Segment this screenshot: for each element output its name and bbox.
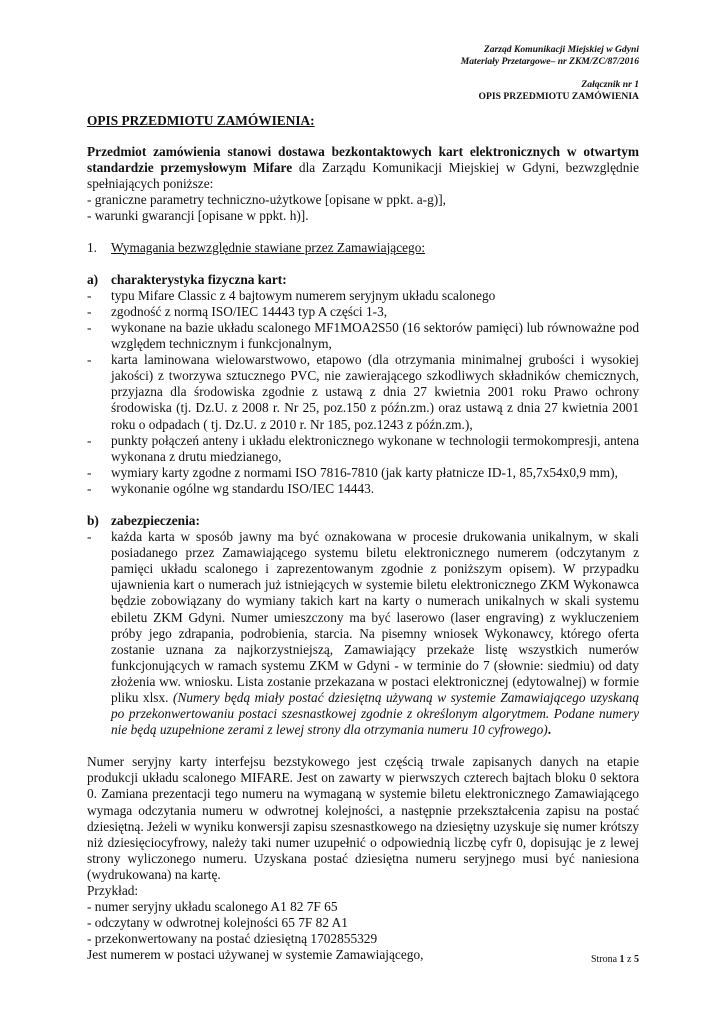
document-header: [461, 44, 639, 68]
section-1-number: 1.: [87, 239, 98, 255]
section-b-heading: [87, 513, 639, 529]
serial-number-paragraph: Numer seryjny karty interfejsu bezstykowego jest częścią trwale zapisanych danych na etapie produkcji układu scalonego MIFARE. Jest on zawarty w pierwszych czterech bajtach bloku 0 sektora 0. Zamiana prezentacji tego numeru na wymaganą w systemie biletu elektronicznego Zamawiającego wymaga odczytania numeru w odwrotnej kolejności, a następnie przekształcenia zapisu na postać dziesiętną. Jeżeli w wyniku konwersji zapisu szesnastkowego na dziesiętny uzyskuje się numer krótszy niż dziesięciocyfrowy, należy taki numer uzupełnić o odpowiednią liczbę cyfr 0, dopisując je z lewej strony wyliczonego numeru. Uzyskana postać dziesiętna numeru seryjnego musi być naniesiona (wydrukowana) na kartę.: [87, 754, 639, 882]
document-body: [87, 113, 639, 964]
intro-bold: Przedmiot zamówienia stanowi dostawa bezkontaktowych kart elektronicznych w otwartym standardzie przemysłowym Mifare: [87, 144, 639, 176]
section-b-note-text: (Numery będą miały postać dziesiętną używaną w systemie Zamawiającego uzyskaną po przekonwertowaniu postaci szesnastkowej zgodnie z określonym algorytmem. Podane numery nie będą uzupełnione zerami z lewej strony dla otrzymania numeru 10 cyfrowego): [111, 690, 639, 738]
section-a-marker: a): [87, 271, 99, 287]
section-b-text: każda karta w sposób jawny ma być oznakowana w procesie drukowania unikalnym, w skali posiadanego przez Zamawiającego systemu biletu elektronicznego numerem (odczytanym z pamięci układu scalonego i zaprezentowanym zgodnie z poniższym opisem). W przypadku ujawnienia kart o numerach już istniejących w systemie biletu elektronicznego ZKM Wykonawca będzie zobowiązany do wymiany takich kart na karty o numerach unikalnych w skali systemu ebiletu ZKM Gdyni. Numer umieszczony ma być laserowo (laser engraving) z wykluczeniem próby jego zdrapania, podrobienia, starcia. Na pisemny wniosek Wykonawcy, którego oferta zostanie uznana za najkorzystniejszą, Zamawiający przekaże listę wszystkich numerów funkcjonujących w ramach systemu ZKM w Gdyni - w terminie do 7 (słownie: siedmiu) od daty złożenia ww. wniosku. Lista zostanie przekazana w postaci elektronicznej (edytowalnej) w formie pliku xlsx.: [111, 529, 639, 705]
footer-page: 1: [619, 954, 625, 965]
intro-item-1: - graniczne parametry techniczno-użytkowe [opisane w ppkt. a-g)],: [87, 192, 447, 208]
section-b-note-end: .: [547, 722, 552, 738]
list-item: - punkty połączeń anteny i układu elektronicznego wykonane w technologii termokompresji, antena wykonana z drutu miedzianego,: [87, 433, 639, 465]
intro-item-2: - warunki gwarancji [opisane w ppkt. h)].: [87, 208, 309, 224]
page-footer: [591, 954, 639, 965]
attachment-number: Załącznik nr 1: [581, 79, 639, 90]
section-b-list: [87, 529, 639, 738]
intro-rest: dla Zarządu Komunikacji Miejskiej w Gdyni, bezwzględnie spełniających poniższe:: [87, 160, 639, 192]
list-item: - wykonane na bazie układu scalonego MF1MOA2S50 (16 sektorów pamięci) lub równoważne pod względem technicznym i funkcjonalnym,: [87, 320, 639, 352]
example-line-3: - przekonwertowany na postać dziesiętną 1702855329: [87, 931, 378, 947]
page-title: OPIS PRZEDMIOTU ZAMÓWIENIA:: [87, 113, 315, 128]
attachment-header: [479, 79, 639, 103]
section-a-heading: [87, 272, 639, 288]
footer-label: Strona: [590, 954, 620, 965]
section-a-title: charakterystyka fizyczna kart:: [111, 271, 287, 287]
list-item: - typu Mifare Classic z 4 bajtowym numerem seryjnym układu scalonego: [87, 288, 639, 304]
attachment-title: OPIS PRZEDMIOTU ZAMÓWIENIA: [478, 91, 639, 102]
list-item: - wykonanie ogólne wg standardu ISO/IEC 14443.: [87, 481, 639, 497]
example-line-1: - numer seryjny układu scalonego A1 82 7F 65: [87, 899, 338, 915]
header-tender-number: Materiały Przetargowe– nr ZKM/ZC/87/2016: [460, 56, 639, 67]
list-item: - karta laminowana wielowarstwowo, etapowo (dla otrzymania minimalnej grubości i wysokiej jakości) z tworzywa sztucznego PVC, nie zawierającego szkodliwych składników chemicznych, przyjazna dla środowiska zgodnie z ustawą z dnia 27 kwietnia 2001 roku Prawo ochrony środowiska (tj. Dz.U. z 2008 r. Nr 25, poz.150 z późn.zm.) oraz ustawą z dnia 27 kwietnia 2001 roku o odpadach ( tj. Dz.U. z 2010 r. Nr 185, poz.1243 z późn.zm.),: [87, 352, 639, 432]
list-item: - zgodność z normą ISO/IEC 14443 typ A części 1-3,: [87, 304, 639, 320]
example-line-2: - odczytany w odwrotnej kolejności 65 7F 82 A1: [87, 915, 348, 931]
example-line-4: Jest numerem w postaci używanej w systemie Zamawiającego,: [87, 947, 424, 963]
example-label: Przykład:: [87, 883, 139, 899]
list-item: [87, 529, 639, 738]
section-b-note: [111, 690, 639, 737]
header-organization: Zarząd Komunikacji Miejskiej w Gdyni: [483, 44, 639, 55]
section-1-title: Wymagania bezwzględnie stawiane przez Zamawiającego:: [111, 239, 426, 255]
footer-sep: z: [624, 954, 634, 965]
section-a-list: [87, 288, 639, 497]
footer-total: 5: [634, 954, 639, 965]
section-b-marker: b): [87, 512, 99, 528]
section-b-title: zabezpieczenia:: [111, 512, 200, 528]
list-item: - wymiary karty zgodne z normami ISO 7816-7810 (jak karty płatnicze ID-1, 85,7x54x0,9 mm),: [87, 465, 639, 481]
intro-paragraph: [87, 144, 639, 192]
section-1-heading: [87, 240, 639, 256]
